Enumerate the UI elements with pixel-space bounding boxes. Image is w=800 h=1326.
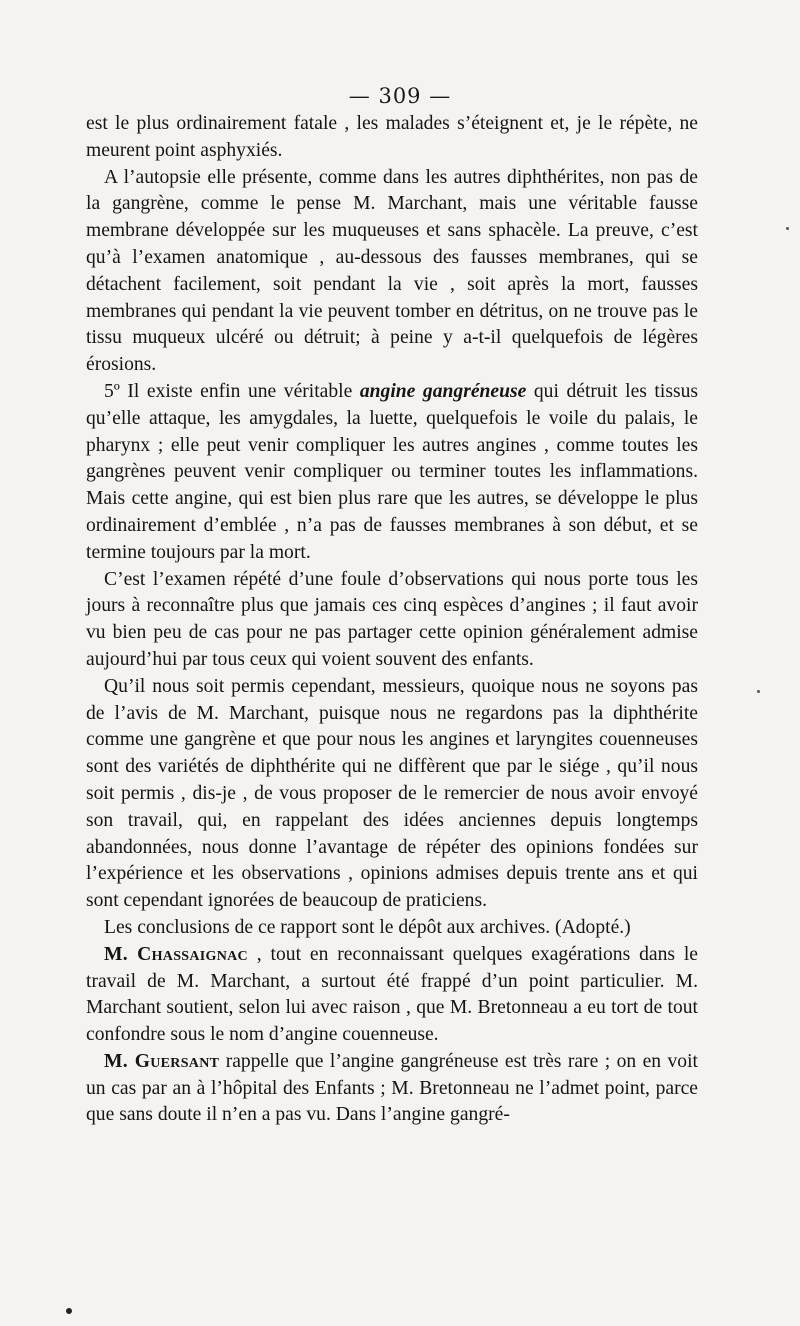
paragraph-8: [86, 1049, 698, 1129]
paragraph-8-text: rappelle que l’angine gangréneuse est très rare ; on en voit un cas par an à l’hôpital des Enfants ; M. Bretonneau ne l’admet point, parce que sans doute il n’en a pas vu. Dans l’angine gangré-: [86, 1050, 698, 1126]
paragraph-1: est le plus ordinairement fatale , les malades s’éteignent et, je le répète, ne meurent point asphyxiés.: [86, 113, 698, 161]
paragraph-6: Les conclusions de ce rapport sont le dépôt aux archives. (Adopté.): [104, 916, 631, 938]
speaker-chassaignac: M. Chassaignac: [104, 943, 248, 965]
paper-speck: [66, 1308, 72, 1314]
page-number: — 309 —: [348, 84, 452, 108]
paragraph-3: [86, 379, 698, 567]
paragraph-2: A l’autopsie elle présente, comme dans les autres diphthérites, non pas de la gangrène, comme le pense M. Marchant, mais une véritable fausse membrane développée sur les muqueuses et sans sphacèle. La preuve, c’est qu’à l’examen anatomique , au-dessous des fausses membranes, qui se détachent facilement, soit pendant la vie , soit après la mort, fausses membranes qui pendant la vie peuvent tomber en détritus, on ne trouve pas le tissu muqueux ulcéré ou détruit; à peine y a-t-il quelquefois de légères érosions.: [86, 166, 698, 376]
paragraph-3-tail: qui détruit les tissus qu’elle attaque, les amygdales, la luette, quelquefois le voile du palais, le pharynx ; elle peut venir compliquer les autres angines , comme toutes les gangrènes peuvent venir compliquer ou terminer toutes les inflammations. Mais cette angine, qui est bien plus rare que les autres, se développe le plus ordinairement d’emblée , n’a pas de fausses membranes à son début, et se termine toujours par la mort.: [86, 380, 698, 563]
paper-speck: [786, 227, 789, 230]
body-text: [86, 111, 698, 1129]
paragraph-7: [86, 942, 698, 1049]
paragraph-7-text: , tout en reconnaissant quelques exagérations dans le travail de M. Marchant, a surtout été frappé d’un point particulier. M. Marchant soutient, selon lui avec raison , que M. Bretonneau a eu tort de tout confondre sous le nom d’angine couenneuse.: [86, 943, 698, 1046]
paragraph-3-lead: 5º Il existe enfin une véritable: [104, 380, 360, 402]
paragraph-5: Qu’il nous soit permis cependant, messieurs, quoique nous ne soyons pas de l’avis de M. Marchant, puisque nous ne regardons pas la diphthérite comme une gangrène et que pour nous les angines et laryngites couenneuses sont des variétés de diphthérite qui ne diffèrent que par le siége , qu’il nous soit permis , dis-je , de vous proposer de le remercier de nous avoir envoyé son travail, qui, en rappelant des idées anciennes depuis longtemps abandonnées, nous donne l’avantage de répéter des opinions fondées sur l’expérience et les observations , opinions admises depuis trente ans et qui sont cependant ignorées de beaucoup de praticiens.: [86, 675, 698, 912]
speaker-guersant: M. Guersant: [104, 1050, 220, 1072]
paper-speck: [757, 690, 760, 693]
emphasis-angine-gangreneuse: angine gangréneuse: [359, 380, 527, 402]
paragraph-4: C’est l’examen répété d’une foule d’observations qui nous porte tous les jours à reconnaître plus que jamais ces cinq espèces d’angines ; il faut avoir vu bien peu de cas pour ne pas partager cette opinion généralement admise aujourd’hui par tous ceux qui voient souvent des enfants.: [86, 568, 698, 670]
